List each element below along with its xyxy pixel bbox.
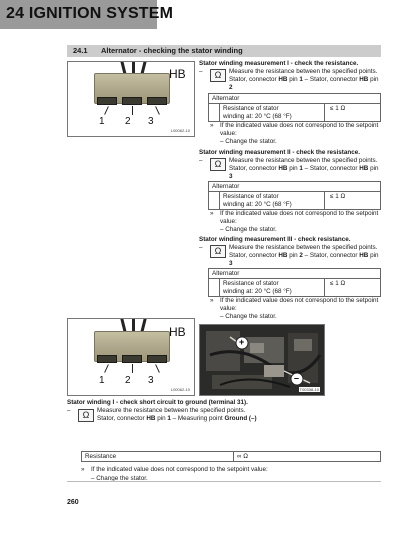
pin-label: 2: [125, 375, 131, 386]
action-text: – Change the stator.: [220, 138, 277, 145]
step-text: Measure the resistance between the specified points.: [229, 68, 378, 75]
step-heading: Stator winding measurement II - check the resistance.: [199, 149, 360, 156]
page-number: 260: [67, 499, 79, 506]
step-text: Stator, connector HB pin 2 – Stator, connector HB pin: [229, 252, 379, 259]
figure-code: L00062-10: [170, 387, 190, 392]
step-text: Measure the resistance between the specified points.: [97, 407, 246, 414]
step-text: Stator, connector HB pin 1 – Stator, connector HB pin: [229, 165, 379, 172]
ohm-symbol-icon: Ω: [210, 158, 226, 171]
condition-mark: »: [210, 297, 214, 304]
figure-engine-photo: [199, 324, 325, 396]
condition-text: value:: [220, 218, 237, 225]
resistance-value: ∞ Ω: [237, 453, 248, 460]
condition-mark: »: [210, 122, 214, 129]
plus-marker-label: +: [239, 337, 245, 347]
bullet: –: [199, 68, 203, 75]
step-text: Stator, connector HB pin 1 – Stator, connector HB pin: [229, 76, 379, 83]
spec-table-value: ≤ 1 Ω: [330, 280, 346, 287]
condition-text: value:: [220, 130, 237, 137]
spec-table-header: Alternator: [209, 182, 380, 192]
pin-label: 3: [148, 116, 154, 127]
spec-table: [208, 93, 381, 122]
connector-label: HB: [169, 325, 186, 339]
section-number: 24.1: [73, 46, 88, 55]
connector-socket: [97, 97, 117, 105]
minus-marker-label: –: [294, 373, 300, 383]
action-text: – Change the stator.: [220, 226, 277, 233]
leader-line: [104, 106, 109, 115]
ohm-symbol-icon: Ω: [78, 409, 94, 422]
connector-socket: [122, 355, 142, 363]
action-text: – Change the stator.: [91, 475, 148, 482]
step-text: 3: [229, 173, 233, 180]
leader-line: [104, 364, 109, 373]
figure-code: T00338-10: [299, 387, 319, 392]
resistance-table: [81, 451, 381, 462]
ohm-symbol-icon: Ω: [210, 245, 226, 258]
step-text: Measure the resistance between the specified points.: [229, 244, 378, 251]
condition-text: If the indicated value does not correspond to the setpoint value:: [91, 466, 268, 473]
connector-label: HB: [169, 67, 186, 81]
bullet: –: [199, 244, 203, 251]
spec-table-value: ≤ 1 Ω: [330, 193, 346, 200]
section-header: [67, 45, 381, 57]
spec-table-header: Alternator: [209, 94, 380, 104]
bullet: –: [67, 407, 71, 414]
step-text: Stator, connector HB pin 1 – Measuring point Ground (–): [97, 415, 257, 422]
step-text: 2: [229, 84, 233, 91]
table-divider: [233, 452, 234, 461]
step-text: 3: [229, 260, 233, 267]
spec-table-header: Alternator: [209, 269, 380, 279]
ohm-symbol-icon: Ω: [210, 69, 226, 82]
connector-socket: [97, 355, 117, 363]
connector-socket: [147, 97, 167, 105]
spec-table-value: ≤ 1 Ω: [330, 105, 346, 112]
step-heading: Stator winding measurement I - check the resistance.: [199, 60, 359, 67]
engine-photo-drawing: [200, 325, 325, 396]
figure-connector-1: [67, 61, 195, 137]
connector-socket: [147, 355, 167, 363]
figure-code: L00062-10: [170, 128, 190, 133]
leader-line: [155, 106, 160, 115]
step-heading: Stator winding measurement III - check resistance.: [199, 236, 351, 243]
spec-table: [208, 181, 381, 210]
pin-label: 1: [99, 116, 105, 127]
step-text: Measure the resistance between the specified points.: [229, 157, 378, 164]
section-title: Alternator - checking the stator winding: [101, 46, 243, 55]
figure-connector-2: [67, 318, 195, 396]
leader-line: [132, 106, 133, 115]
spec-table: [208, 268, 381, 297]
spec-table-label: Resistance of stator winding at: 20 °C (68 °F): [219, 104, 325, 121]
condition-text: If the indicated value does not correspond to the setpoint: [220, 297, 379, 304]
condition-text: If the indicated value does not correspond to the setpoint: [220, 210, 379, 217]
condition-text: value:: [220, 305, 237, 312]
chapter-header: [0, 0, 174, 29]
chapter-title: 24 IGNITION SYSTEM: [6, 5, 174, 22]
pin-label: 2: [125, 116, 131, 127]
footer-divider: [67, 481, 381, 482]
spec-table-label: Resistance of stator winding at: 20 °C (68 °F): [219, 279, 325, 296]
action-text: – Change the stator.: [220, 313, 277, 320]
step-heading: Stator winding I - check short circuit to ground (terminal 31).: [67, 399, 248, 406]
leader-line: [155, 364, 160, 373]
condition-text: If the indicated value does not correspond to the setpoint: [220, 122, 379, 129]
connector-socket: [122, 97, 142, 105]
condition-mark: »: [81, 466, 85, 473]
pin-label: 1: [99, 375, 105, 386]
leader-line: [132, 364, 133, 373]
resistance-label: Resistance: [85, 453, 117, 460]
spec-table-label: Resistance of stator winding at: 20 °C (68 °F): [219, 192, 325, 209]
condition-mark: »: [210, 210, 214, 217]
bullet: –: [199, 157, 203, 164]
pin-label: 3: [148, 375, 154, 386]
